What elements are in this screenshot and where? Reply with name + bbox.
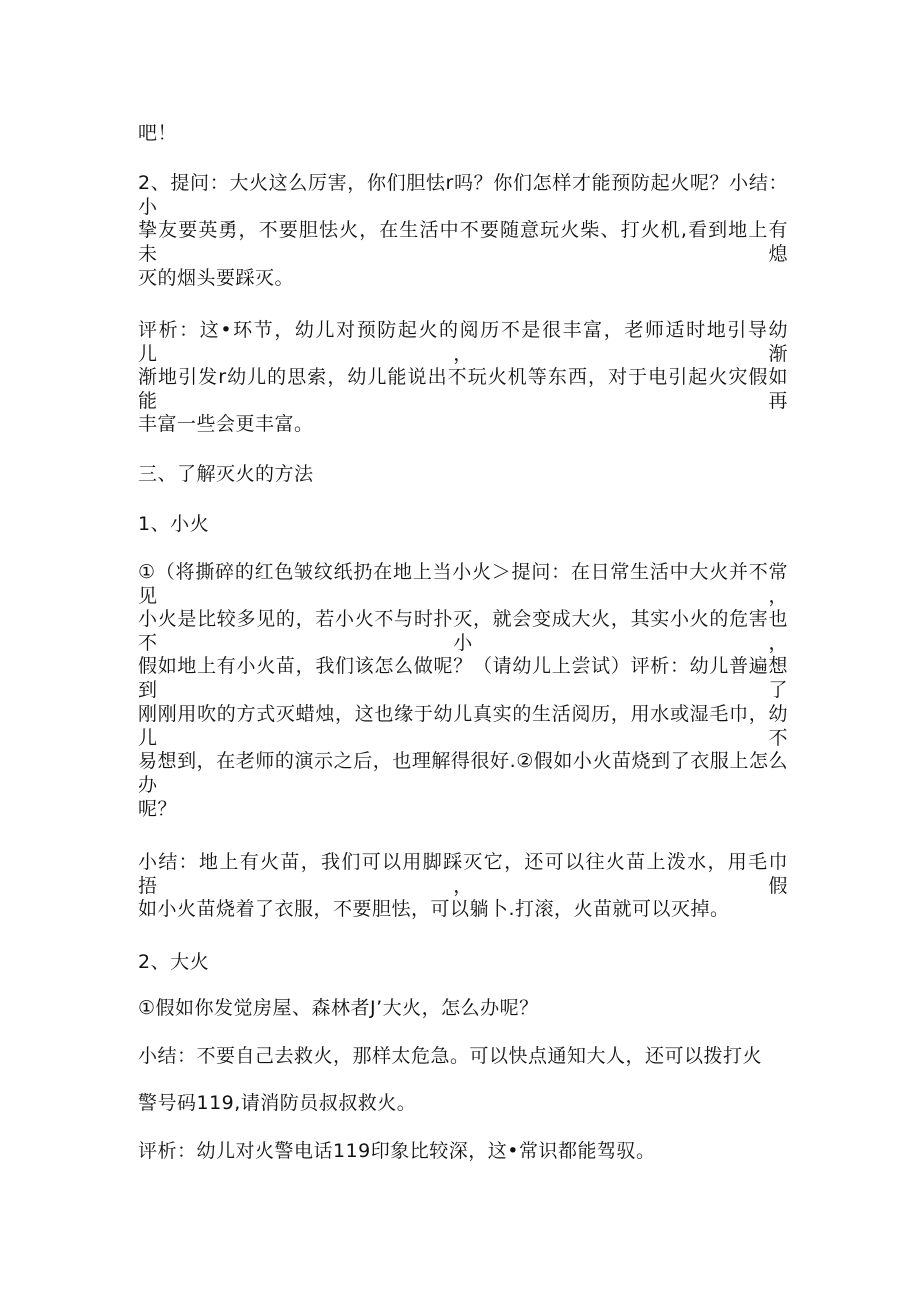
text-line: 评析：这•环节，幼儿对预防起火的阅历不是很丰富，老师适时地引导幼儿，渐	[138, 319, 788, 365]
text-line: ①假如你发觉房屋、森林者J’大火，怎么办呢？	[138, 997, 539, 1019]
text-line: 评析：幼儿对火警电话119印象比较深，这•常识都能驾驭。	[138, 1140, 656, 1162]
text-line: 丰富一些会更丰富。	[138, 413, 314, 435]
text-line: ①（将撕碎的红色皱纹纸扔在地上当小火＞提问：在日常生活中大火并不常见，	[138, 561, 788, 607]
text-line: 渐地引发r幼儿的思索，幼儿能说出不玩火机等东西，对于电引起火灾假如能再	[138, 366, 788, 412]
text-line: 呢？	[138, 798, 178, 820]
text-line: 2、提问：大火这么厉害，你们胆怯r吗？你们怎样才能预防起火呢？小结：小	[138, 172, 788, 218]
section-heading: 三、了解灭火的方法	[138, 463, 314, 485]
text-line: 小结：地上有火苗，我们可以用脚踩灭它，还可以往火苗上泼水，用毛巾捂，假	[138, 851, 788, 897]
text-line: 刚刚用吹的方式灭蜡烛，这也缘于幼儿真实的生活阅历，用水或湿毛巾，幼儿不	[138, 703, 788, 749]
subsection-heading: 1、小火	[138, 513, 210, 535]
text-line: 小结：不要自己去救火，那样太危急。可以快点通知大人，还可以拨打火	[138, 1045, 763, 1067]
text-line: 小火是比较多见的，若小火不与时扑灭，就会变成大火，其实小火的危害也不小，	[138, 608, 788, 654]
subsection-heading: 2、大火	[138, 951, 210, 973]
text-line: 警号码119,请消防员叔叔救火。	[138, 1092, 417, 1114]
text-line: 灭的烟头要踩灭。	[138, 267, 295, 289]
text-line: 易想到，在老师的演示之后，也理解得很好.②假如小火苗烧到了衣服上怎么办	[138, 750, 788, 796]
text-line: 吧！	[138, 122, 178, 144]
text-line: 如小火苗烧着了衣服，不要胆怯，可以躺卜.打滚，火苗就可以灭掉。	[138, 898, 730, 920]
text-line: 挚友要英勇，不要胆怯火，在生活中不要随意玩火柴、打火机,看到地上有未熄	[138, 219, 788, 265]
text-line: 假如地上有小火苗，我们该怎么做呢？（请幼儿上尝试）评析：幼儿普遍想到了	[138, 655, 788, 701]
